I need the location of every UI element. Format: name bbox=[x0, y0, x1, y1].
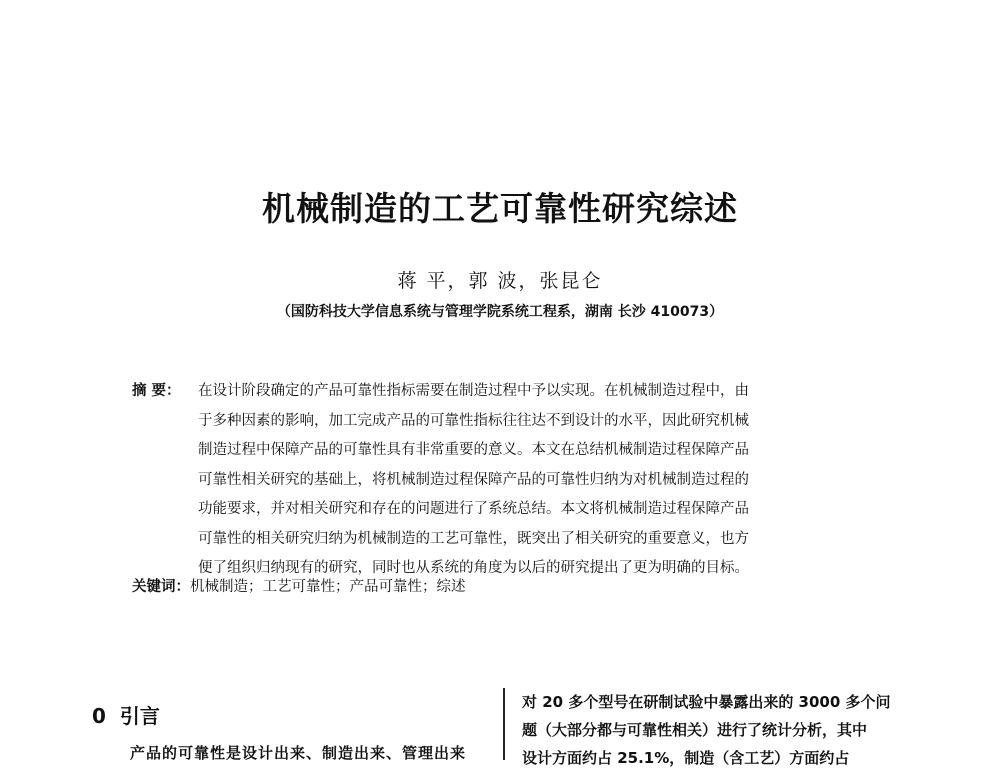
section-number: 0 bbox=[92, 704, 106, 728]
abstract-block bbox=[132, 377, 892, 584]
body-line: 产品的可靠性是设计出来、制造出来、管理出来 bbox=[130, 744, 467, 762]
paper-title: 机械制造的工艺可靠性研究综述 bbox=[262, 189, 738, 228]
keywords-label: 关键词： bbox=[132, 579, 190, 595]
abstract-line: 可靠性相关研究的基础上，将机械制造过程保障产品的可靠性归纳为对机械制造过程的 bbox=[198, 471, 749, 488]
abstract-line: 制造过程中保障产品的可靠性具有非常重要的意义。本文在总结机械制造过程保障产品 bbox=[198, 442, 749, 458]
abstract-body bbox=[198, 377, 892, 584]
keywords-text: 机械制造；工艺可靠性；产品可靠性；综述 bbox=[190, 579, 466, 595]
body-line: 对 20 多个型号在研制试验中暴露出来的 3000 多个问 bbox=[522, 693, 891, 711]
author-affiliation: （国防科技大学信息系统与管理学院系统工程系，湖南 长沙 410073） bbox=[276, 304, 724, 320]
body-line: 题（大部分都与可靠性相关）进行了统计分析，其中 bbox=[522, 721, 868, 739]
body-line: 设计方面约占 25.1%，制造（含工艺）方面约占 bbox=[522, 749, 850, 767]
abstract-label: 摘 要： bbox=[132, 383, 181, 399]
abstract-line: 便了组织归纳现有的研究，同时也从系统的角度为以后的研究提出了更为明确的目标。 bbox=[198, 560, 749, 576]
section-heading bbox=[92, 700, 160, 729]
author-list: 蒋 平，郭 波，张昆仑 bbox=[397, 270, 603, 292]
abstract-line: 功能要求，并对相关研究和存在的问题进行了系统总结。本文将机械制造过程保障产品 bbox=[198, 501, 749, 517]
section-title: 引言 bbox=[119, 704, 160, 728]
abstract-line: 于多种因素的影响，加工完成产品的可靠性指标往往达不到设计的水平，因此研究机械 bbox=[198, 412, 749, 429]
abstract-line: 在设计阶段确定的产品可靠性指标需要在制造过程中予以实现。在机械制造过程中，由 bbox=[198, 383, 749, 399]
keywords-block bbox=[132, 575, 466, 596]
right-column-text bbox=[522, 688, 942, 772]
abstract-line: 可靠性的相关研究归纳为机械制造的工艺可靠性，既突出了相关研究的重要意义，也方 bbox=[198, 530, 749, 547]
column-divider bbox=[503, 688, 505, 760]
